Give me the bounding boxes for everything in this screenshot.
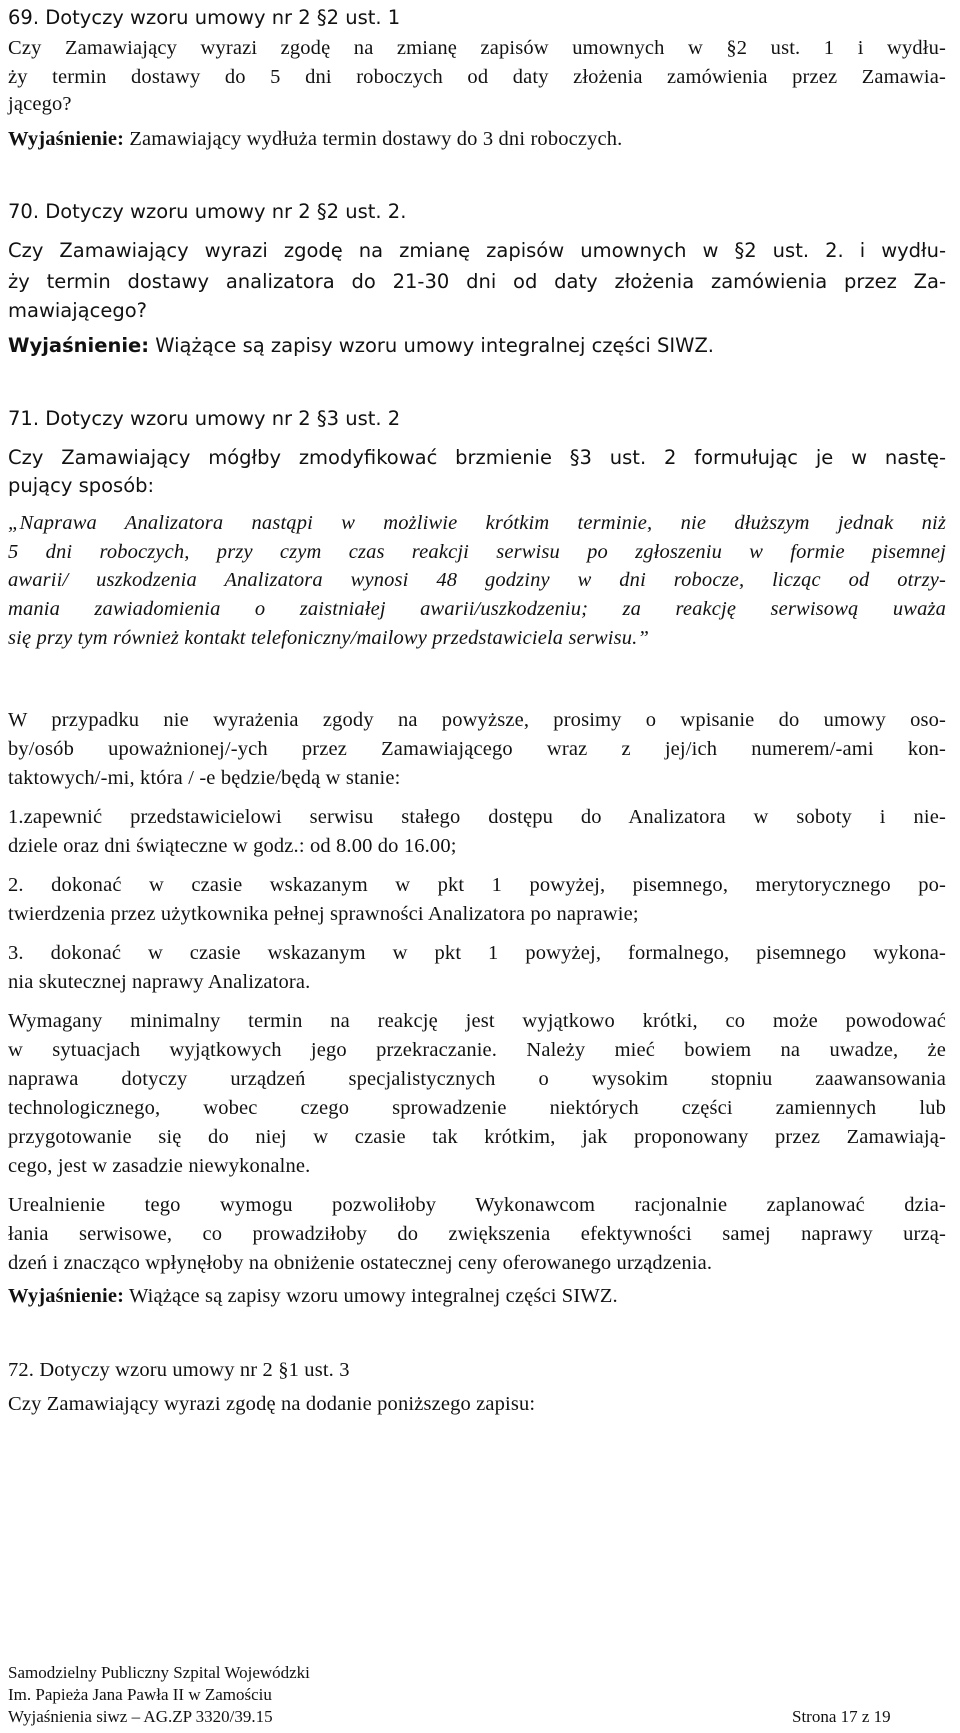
q70-question-line-3: mawiającego? [8,299,148,322]
q71-para1-line-3: naprawa dotyczy urządzeń specjalistycznych o wysokim stopniu zaawansowania [8,1068,946,1090]
q69-answer [8,126,622,152]
q71-question-line-2: pujący sposób: [8,474,155,497]
q71-alt-line-2: by/osób upoważnionej/-ych przez Zamawiającego wraz z jej/ich numerem/-ami kon- [8,738,946,760]
q71-quote-line-3: awarii/ uszkodzenia Analizatora wynosi 48 godziny w dni robocze, licząc od otrzy- [8,569,946,591]
q71-point3-line-2: nia skutecznej naprawy Analizatora. [8,971,311,993]
q71-para1-line-4: technologicznego, wobec czego sprowadzenie niektórych części zamiennych lub [8,1097,946,1119]
q71-point3-line-1: 3. dokonać w czasie wskazanym w pkt 1 powyżej, formalnego, pisemnego wykona- [8,942,946,964]
q71-para1-line-1: Wymagany minimalny termin na reakcję jest wyjątkowo krótki, co może powodować [8,1010,946,1032]
q70-question-line-1: Czy Zamawiający wyrazi zgodę na zmianę zapisów umownych w §2 ust. 2. i wydłu- [8,239,946,262]
q71-quote-line-5: się przy tym również kontakt telefoniczny/mailowy przedstawiciela serwisu.” [8,627,649,649]
q71-alt-line-1: W przypadku nie wyrażenia zgody na powyższe, prosimy o wpisanie do umowy oso- [8,709,946,731]
q71-answer [8,1283,618,1309]
q71-quote-line-4: mania zawiadomienia o zaistniałej awarii/uszkodzeniu; za reakcję serwisową uważa [8,598,946,620]
q71-question-line-1: Czy Zamawiający mógłby zmodyfikować brzmienie §3 ust. 2 formułując je w nastę- [8,446,946,469]
q71-para2-line-2: łania serwisowe, co prowadziłoby do zwiększenia efektywności samej naprawy urzą- [8,1223,946,1245]
q71-para2-line-3: dzeń i znacząco wpłynęłoby na obniżenie ostatecznej ceny oferowanego urządzenia. [8,1252,713,1274]
q71-para1-line-6: cego, jest w zasadzie niewykonalne. [8,1155,311,1177]
q70-answer [8,333,714,359]
q71-point1-line-2: dziele oraz dni świąteczne w godz.: od 8.00 do 16.00; [8,835,457,857]
q71-point1-line-1: 1.zapewnić przedstawicielowi serwisu stałego dostępu do Analizatora w soboty i nie- [8,806,946,828]
q71-para1-line-5: przygotowanie się do niej w czasie tak krótkim, jak proponowany przez Zamawiają- [8,1126,946,1148]
q69-question-line-3: jącego? [8,93,72,115]
footer-address: Im. Papieża Jana Pawła II w Zamościu [8,1685,272,1704]
q71-quote-line-2: 5 dni roboczych, przy czym czas reakcji serwisu po zgłoszeniu w formie pisemnej [8,541,946,563]
q70-heading: 70. Dotyczy wzoru umowy nr 2 §2 ust. 2. [8,200,407,223]
q71-para2-line-1: Urealnienie tego wymogu pozwoliłoby Wykonawcom racjonalnie zaplanować dzia- [8,1194,946,1216]
q71-point2-line-2: twierdzenia przez użytkownika pełnej sprawności Analizatora po naprawie; [8,903,639,925]
answer-label: Wyjaśnienie: [8,1285,125,1307]
q70-question-line-2: ży termin dostawy analizatora do 21-30 dni od daty złożenia zamówienia przez Za- [8,270,946,293]
answer-text: Wiążące są zapisy wzoru umowy integralnej części SIWZ. [124,1285,618,1307]
q71-para1-line-2: w sytuacjach wyjątkowych jego przekraczanie. Należy mieć bowiem na uwadze, że [8,1039,946,1061]
q71-quote-line-1: „Naprawa Analizatora nastąpi w możliwie krótkim terminie, nie dłuższym jednak niż [8,512,946,534]
q72-heading: 72. Dotyczy wzoru umowy nr 2 §1 ust. 3 [8,1359,350,1381]
q69-question-line-1: Czy Zamawiający wyrazi zgodę na zmianę zapisów umownych w §2 ust. 1 i wydłu- [8,37,946,59]
q71-alt-line-3: taktowych/-mi, która / -e będzie/będą w stanie: [8,767,401,789]
answer-text: Zamawiający wydłuża termin dostawy do 3 dni roboczych. [124,128,623,150]
answer-label: Wyjaśnienie: [8,334,150,357]
q71-point2-line-1: 2. dokonać w czasie wskazanym w pkt 1 powyżej, pisemnego, merytorycznego po- [8,874,946,896]
q69-question-line-2: ży termin dostawy do 5 dni roboczych od daty złożenia zamówienia przez Zamawia- [8,66,946,88]
answer-text: Wiążące są zapisy wzoru umowy integralnej części SIWZ. [149,334,715,357]
footer-reference: Wyjaśnienia siwz – AG.ZP 3320/39.15 [8,1707,273,1726]
answer-label: Wyjaśnienie: [8,128,125,150]
footer-institution: Samodzielny Publiczny Szpital Wojewódzki [8,1663,310,1682]
q69-heading: 69. Dotyczy wzoru umowy nr 2 §2 ust. 1 [8,6,401,29]
q72-question: Czy Zamawiający wyrazi zgodę na dodanie poniższego zapisu: [8,1393,536,1415]
footer-page-number: Strona 17 z 19 [792,1707,891,1726]
q71-heading: 71. Dotyczy wzoru umowy nr 2 §3 ust. 2 [8,407,401,430]
